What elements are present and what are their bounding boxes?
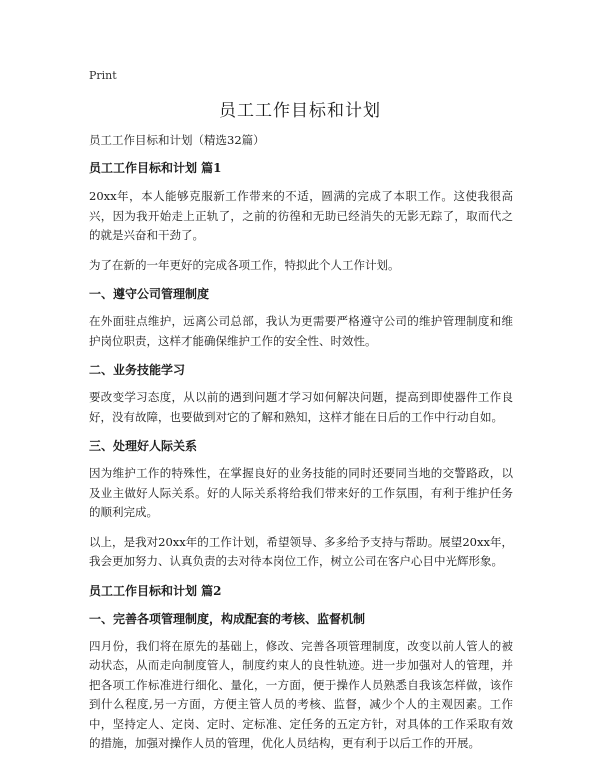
document-body bbox=[89, 131, 513, 764]
document-title: 员工工作目标和计划 bbox=[219, 101, 381, 121]
article-2-section-1-heading: 一、完善各项管理制度，构成配套的考核、监督机制 bbox=[89, 611, 366, 626]
print-label[interactable]: Print bbox=[89, 69, 117, 82]
article-1-section-3-heading: 三、处理好人际关系 bbox=[89, 439, 198, 453]
article-1-section-1-heading: 一、遵守公司管理制度 bbox=[89, 287, 210, 301]
article-1-heading: 员工工作目标和计划 篇1 bbox=[89, 161, 222, 175]
article-2-section-1-text: 四月份，我们将在原先的基础上，修改、完善各项管理制度，改变以前人管人的被动状态，从而走向制度管人，制度约束人的良性轨迹。进一步加强对人的管理，并把各项工作标准进行细化、量化，一方面，便于操作人员熟悉自我该怎样做，该作到什么程度,另一方面，方便主管人员的考核、监督，减少个人的主观因素。工作中，坚持定人、定岗、定时、定标准、定任务的五定方针，对具体的工作采取有效的措施，加强对操作人员的管理，优化人员结构，更有利于以后工作的开展。 bbox=[89, 638, 513, 750]
article-1-section-2-text: 要改变学习态度，从以前的遇到问题才学习如何解决问题，提高到即使器件工作良好，没有故障，也要做到对它的了解和熟知，这样才能在日后的工作中行动自如。 bbox=[89, 390, 513, 424]
article-1-closing-paragraph: 以上，是我对20xx年的工作计划，希望领导、多多给予支持与帮助。展望20xx年，我会更加努力、认真负责的去对待本岗位工作，树立公司在客户心目中光辉形象。 bbox=[89, 534, 513, 568]
article-1-section-3-text: 因为维护工作的特殊性，在掌握良好的业务技能的同时还要同当地的交警路政，以及业主做好人际关系。好的人际关系将给我们带来好的工作氛围，有利于维护任务的顺利完成。 bbox=[89, 466, 513, 519]
article-1-purpose-paragraph: 为了在新的一年更好的完成各项工作，特拟此个人工作计划。 bbox=[89, 257, 400, 272]
document-subtitle: 员工工作目标和计划（精选32篇） bbox=[89, 133, 265, 147]
article-1-intro-paragraph: 20xx年，本人能够克服新工作带来的不适，圆满的完成了本职工作。这使我很高兴，因为我开始走上正轨了，之前的彷徨和无助已经消失的无影无踪了，取而代之的就是兴奋和干劲了。 bbox=[89, 189, 513, 242]
article-2-heading: 员工工作目标和计划 篇2 bbox=[89, 583, 222, 598]
article-1-section-1-text: 在外面驻点维护，远离公司总部，我认为更需要严格遵守公司的维护管理制度和维护岗位职责，这样才能确保维护工作的安全性、时效性。 bbox=[89, 314, 513, 348]
article-1-section-2-heading: 二、业务技能学习 bbox=[89, 363, 186, 377]
